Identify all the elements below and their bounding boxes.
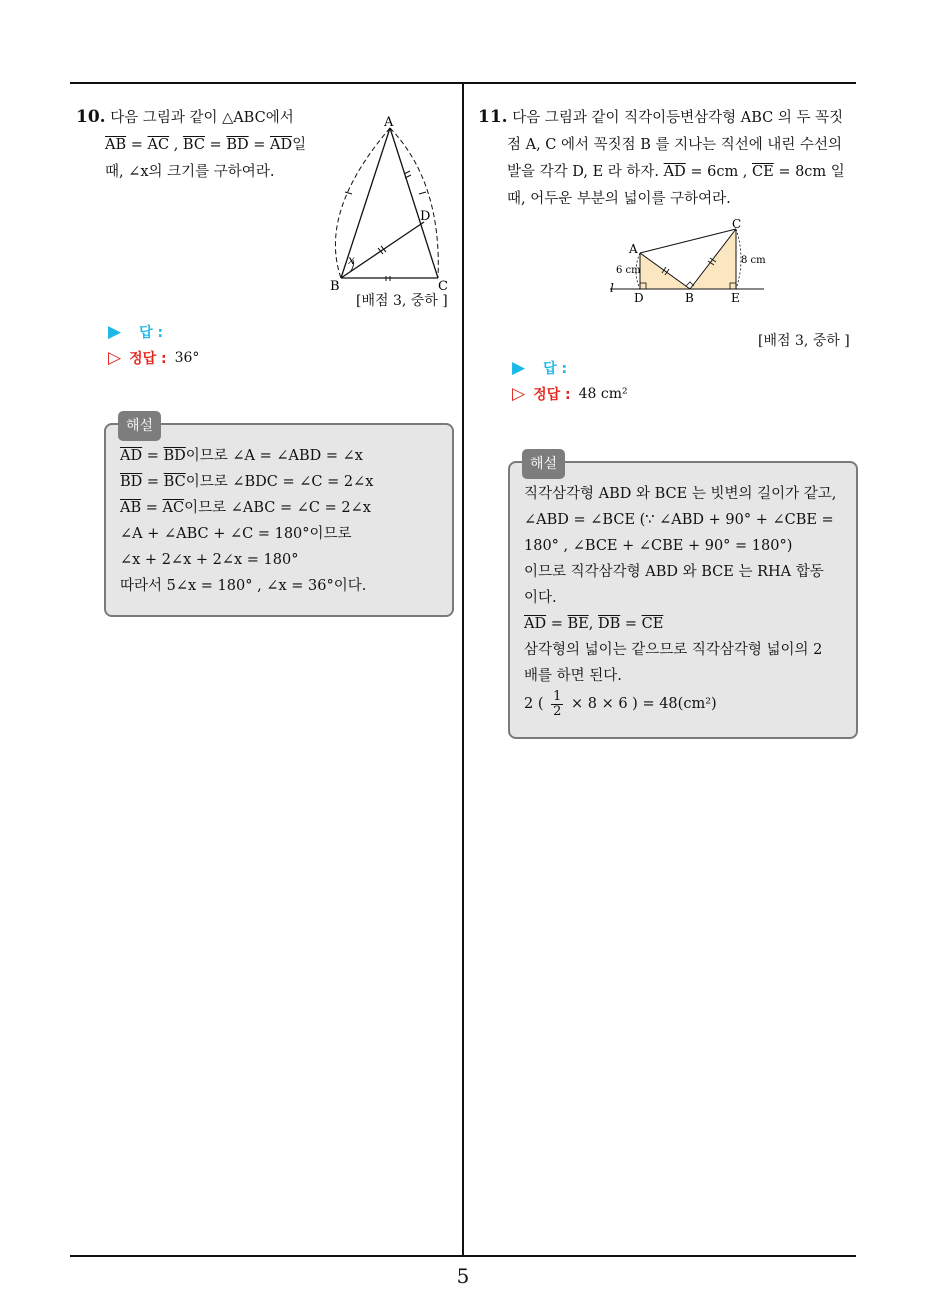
column-divider bbox=[462, 83, 464, 1255]
explanation-tag: 해설 bbox=[522, 449, 565, 479]
label-A: A bbox=[384, 115, 394, 130]
label-l: l bbox=[610, 281, 614, 295]
triangle-outline-icon: ▷ bbox=[512, 384, 526, 404]
question-number: 10. bbox=[76, 107, 106, 127]
answer-line bbox=[512, 358, 567, 378]
answer-label: 답 : bbox=[543, 361, 568, 377]
correct-answer-line bbox=[512, 384, 628, 404]
explanation-line: ∠x + 2∠x + 2∠x = 180° bbox=[120, 552, 299, 568]
score-label: [배점 3, 중하 ] bbox=[758, 333, 850, 349]
correct-label: 정답 : bbox=[129, 351, 167, 367]
explanation-line: $\overline{AD} = \overline{BD}$이므로 ∠A = ∠ABD = ∠x bbox=[120, 448, 363, 464]
explanation-line: ∠A + ∠ABC + ∠C = 180°이므로 bbox=[120, 526, 352, 542]
question-10-text: 10. 다음 그림과 같이 △ABC에서 $\overline{AB} = \overline{AC}$ , $\overline{BC} = \overline{BD} = \overline{AD}$일 때, ∠x의 크기를 구하여라. bbox=[76, 107, 307, 180]
explanation-box-11 bbox=[508, 456, 858, 739]
label-B: B bbox=[330, 279, 340, 294]
right-triangle-figure bbox=[610, 216, 770, 306]
question-11-text: 11. 다음 그림과 같이 직각이등변삼각형 ABC 의 두 꼭짓 점 A, C 에서 꼭짓점 B 를 지나는 직선에 내린 수선의 발을 각각 D, E 라 하자. $\overline{AD} = 6cm$ , $\overline{CE} = 8cm$ 일 때, 어두운 부분의 넓이를 구하여라. bbox=[478, 107, 845, 207]
explanation-line: 2 ( $\frac{1}{2}$ × 8 × 6 ) = 48(cm²) bbox=[524, 688, 717, 719]
explanation-box-10 bbox=[104, 418, 454, 617]
explanation-line: 이다. bbox=[524, 590, 557, 606]
label-D: D bbox=[420, 209, 431, 224]
label-E: E bbox=[731, 291, 740, 305]
triangle-outline-icon: ▷ bbox=[108, 348, 122, 368]
page-number: 5 bbox=[456, 1264, 470, 1288]
label-8cm: 8 cm bbox=[741, 255, 766, 266]
question-number: 11. bbox=[478, 107, 508, 127]
label-C: C bbox=[438, 279, 448, 294]
play-icon: ▶ bbox=[108, 322, 122, 342]
explanation-tag: 해설 bbox=[118, 411, 161, 441]
explanation-line: $\overline{AD} = \overline{BE}$, $\overline{DB} = \overline{CE}$ bbox=[524, 616, 664, 632]
correct-answer-line bbox=[108, 348, 199, 368]
explanation-line: 직각삼각형 ABD 와 BCE 는 빗변의 길이가 같고, bbox=[524, 486, 837, 502]
label-B: B bbox=[685, 291, 694, 305]
score-label: [배점 3, 중하 ] bbox=[356, 293, 448, 309]
label-D: D bbox=[634, 291, 644, 305]
triangle-figure bbox=[330, 112, 460, 302]
explanation-line: $\overline{AB} = \overline{AC}$이므로 ∠ABC = ∠C = 2∠x bbox=[120, 500, 371, 516]
bottom-rule bbox=[70, 1255, 856, 1257]
correct-value: 48 cm² bbox=[578, 386, 628, 402]
explanation-line: $\overline{BD} = \overline{BC}$이므로 ∠BDC = ∠C = 2∠x bbox=[120, 474, 374, 490]
fraction: $\frac{1}{2}$ bbox=[553, 688, 562, 719]
explanation-line: 따라서 5∠x = 180° , ∠x = 36°이다. bbox=[120, 578, 367, 594]
explanation-line: 삼각형의 넓이는 같으므로 직각삼각형 넓이의 2 bbox=[524, 642, 823, 658]
answer-line bbox=[108, 322, 163, 342]
explanation-line: 이므로 직각삼각형 ABD 와 BCE 는 RHA 합동 bbox=[524, 564, 824, 580]
explanation-line: 배를 하면 된다. bbox=[524, 668, 622, 684]
label-A: A bbox=[629, 242, 638, 256]
explanation-line: 180° , ∠BCE + ∠CBE + 90° = 180°) bbox=[524, 538, 793, 554]
label-x: x bbox=[348, 253, 355, 267]
correct-value: 36° bbox=[174, 350, 200, 366]
correct-label: 정답 : bbox=[533, 387, 571, 403]
answer-label: 답 : bbox=[139, 325, 164, 341]
label-C: C bbox=[732, 217, 742, 231]
label-6cm: 6 cm bbox=[616, 265, 641, 276]
explanation-line: ∠ABD = ∠BCE (∵ ∠ABD + 90° + ∠CBE = bbox=[524, 512, 834, 528]
play-icon: ▶ bbox=[512, 358, 526, 378]
